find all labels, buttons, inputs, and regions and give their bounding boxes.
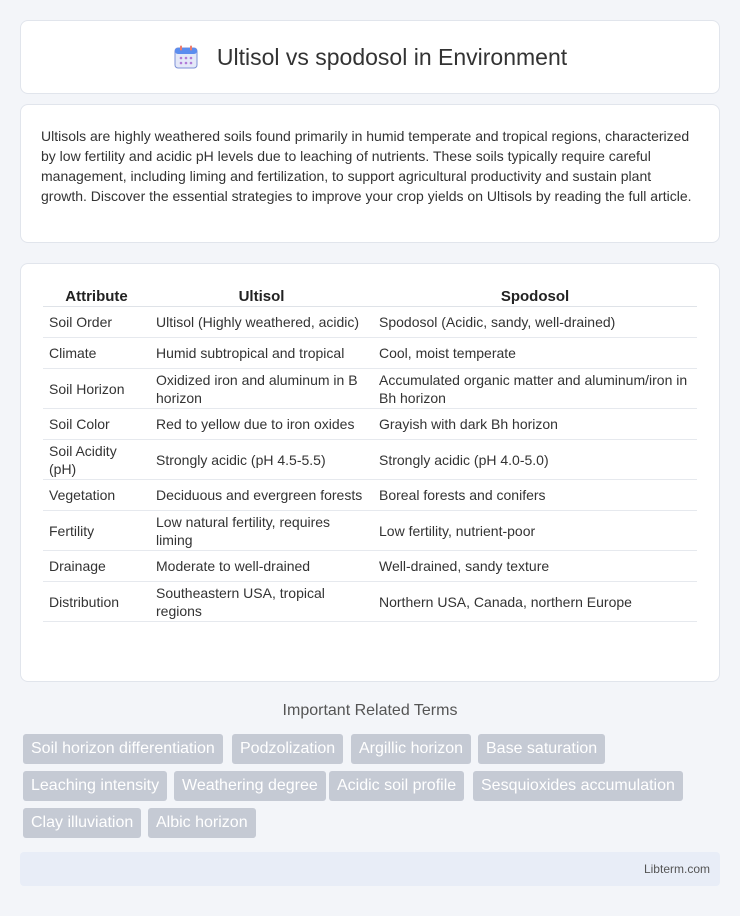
table-cell: Boreal forests and conifers bbox=[373, 480, 697, 511]
footer-site-link[interactable]: Libterm.com bbox=[643, 862, 710, 876]
tag-albic-horizon[interactable]: Albic horizon bbox=[148, 808, 256, 838]
comparison-table bbox=[43, 284, 697, 622]
tag-weathering-degree[interactable]: Weathering degree bbox=[174, 771, 326, 801]
table-cell: Northern USA, Canada, northern Europe bbox=[373, 582, 697, 622]
table-cell: Cool, moist temperate bbox=[373, 338, 697, 369]
table-cell: Drainage bbox=[43, 551, 150, 582]
table-cell: Spodosol (Acidic, sandy, well-drained) bbox=[373, 307, 697, 338]
page-title: Ultisol vs spodosol in Environment bbox=[216, 43, 568, 70]
table-row bbox=[43, 582, 697, 622]
tag-acidic-soil-profile[interactable]: Acidic soil profile bbox=[329, 771, 464, 801]
table-row bbox=[43, 440, 697, 480]
table-cell: Humid subtropical and tropical bbox=[150, 338, 373, 369]
table-row bbox=[43, 551, 697, 582]
table-row bbox=[43, 338, 697, 369]
table-cell: Southeastern USA, tropical regions bbox=[150, 582, 373, 622]
tag-base-saturation[interactable]: Base saturation bbox=[478, 734, 605, 764]
table-cell: Deciduous and evergreen forests bbox=[150, 480, 373, 511]
table-cell: Soil Acidity (pH) bbox=[43, 440, 150, 480]
tag-soil-horizon-differentiation[interactable]: Soil horizon differentiation bbox=[23, 734, 223, 764]
header-ultisol: Ultisol bbox=[150, 284, 373, 307]
tag-podzolization[interactable]: Podzolization bbox=[232, 734, 343, 764]
tag-argillic-horizon[interactable]: Argillic horizon bbox=[351, 734, 471, 764]
table-cell: Strongly acidic (pH 4.0-5.0) bbox=[373, 440, 697, 480]
intro-text: Ultisols are highly weathered soils found primarily in humid temperate and tropical regions, characterized by low fertility and acidic pH levels due to leaching of nutrients. These soils typically require careful management, including liming and fertilization, to support agricultural productivity and sustain plant growth. Discover the essential strategies to improve your crop yields on Ultisols by reading the full article. bbox=[41, 128, 692, 204]
table-row bbox=[43, 307, 697, 338]
header-card bbox=[20, 20, 720, 94]
calendar-icon bbox=[173, 44, 199, 70]
comparison-table-card bbox=[20, 263, 720, 682]
table-row bbox=[43, 511, 697, 551]
table-cell: Well-drained, sandy texture bbox=[373, 551, 697, 582]
table-cell: Low natural fertility, requires liming bbox=[150, 511, 373, 551]
intro-card bbox=[20, 104, 720, 243]
table-cell: Grayish with dark Bh horizon bbox=[373, 409, 697, 440]
table-cell: Soil Order bbox=[43, 307, 150, 338]
table-cell: Ultisol (Highly weathered, acidic) bbox=[150, 307, 373, 338]
tag-sesquioxides-accumulation[interactable]: Sesquioxides accumulation bbox=[473, 771, 683, 801]
table-cell: Moderate to well-drained bbox=[150, 551, 373, 582]
tag-leaching-intensity[interactable]: Leaching intensity bbox=[23, 771, 167, 801]
tag-clay-illuviation[interactable]: Clay illuviation bbox=[23, 808, 141, 838]
table-cell: Strongly acidic (pH 4.5-5.5) bbox=[150, 440, 373, 480]
table-row bbox=[43, 480, 697, 511]
table-cell: Red to yellow due to iron oxides bbox=[150, 409, 373, 440]
table-cell: Oxidized iron and aluminum in B horizon bbox=[150, 369, 373, 409]
related-terms-title: Important Related Terms bbox=[282, 702, 458, 719]
table-row bbox=[43, 369, 697, 409]
table-cell: Vegetation bbox=[43, 480, 150, 511]
table-cell: Soil Horizon bbox=[43, 369, 150, 409]
table-cell: Low fertility, nutrient-poor bbox=[373, 511, 697, 551]
footer bbox=[20, 852, 720, 886]
table-cell: Soil Color bbox=[43, 409, 150, 440]
table-cell: Accumulated organic matter and aluminum/iron in Bh horizon bbox=[373, 369, 697, 409]
table-cell: Climate bbox=[43, 338, 150, 369]
table-cell: Distribution bbox=[43, 582, 150, 622]
table-cell: Fertility bbox=[43, 511, 150, 551]
table-row bbox=[43, 409, 697, 440]
header-attribute: Attribute bbox=[43, 284, 150, 307]
header-spodosol: Spodosol bbox=[373, 284, 697, 307]
table-header-row bbox=[43, 284, 697, 307]
